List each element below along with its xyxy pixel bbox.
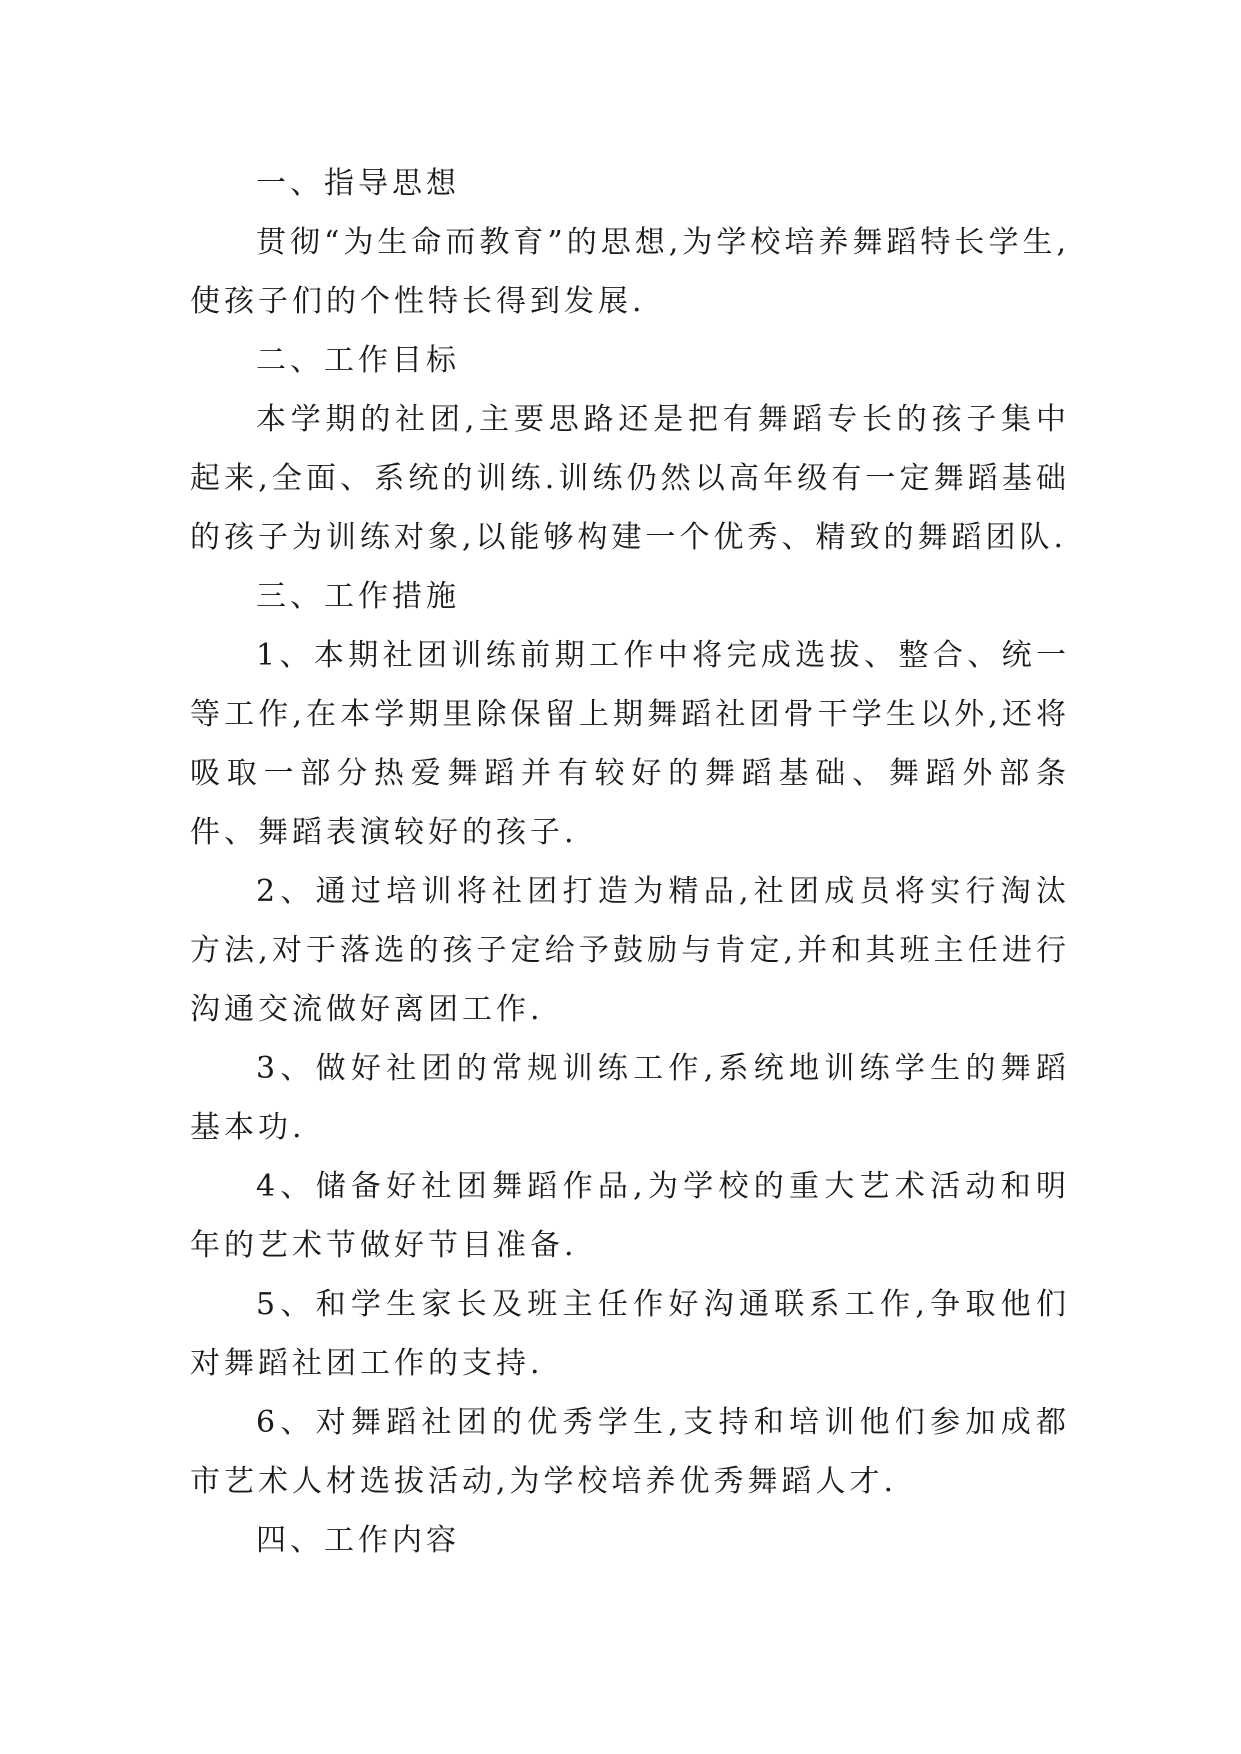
paragraph-measure-1: 1、本期社团训练前期工作中将完成选拔、整合、统一等工作,在本学期里除保留上期舞蹈社团骨干学生以外,还将吸取一部分热爱舞蹈并有较好的舞蹈基础、舞蹈外部条件、舞蹈表演较好的孩子. bbox=[190, 638, 1070, 850]
document-body bbox=[190, 154, 1070, 1570]
section-heading-work-content: 四、工作内容 bbox=[256, 1523, 460, 1558]
paragraph-measure-5: 5、和学生家长及班主任作好沟通联系工作,争取他们对舞蹈社团工作的支持. bbox=[190, 1287, 1070, 1381]
paragraph-measure-6: 6、对舞蹈社团的优秀学生,支持和培训他们参加成都市艺术人材选拔活动,为学校培养优秀舞蹈人才. bbox=[190, 1405, 1070, 1499]
section-heading-work-measures: 三、工作措施 bbox=[256, 579, 460, 614]
paragraph-measure-2: 2、通过培训将社团打造为精品,社团成员将实行淘汰方法,对于落选的孩子定给予鼓励与肯定,并和其班主任进行沟通交流做好离团工作. bbox=[190, 874, 1070, 1027]
paragraph-work-goals: 本学期的社团,主要思路还是把有舞蹈专长的孩子集中起来,全面、系统的训练.训练仍然以高年级有一定舞蹈基础的孩子为训练对象,以能够构建一个优秀、精致的舞蹈团队. bbox=[190, 402, 1070, 555]
section-heading-guiding-ideology: 一、指导思想 bbox=[256, 166, 460, 201]
section-heading-work-goals: 二、工作目标 bbox=[256, 343, 460, 378]
paragraph-measure-3: 3、做好社团的常规训练工作,系统地训练学生的舞蹈基本功. bbox=[190, 1051, 1070, 1145]
paragraph-measure-4: 4、储备好社团舞蹈作品,为学校的重大艺术活动和明年的艺术节做好节目准备. bbox=[190, 1169, 1070, 1263]
paragraph-guiding-ideology: 贯彻“为生命而教育”的思想,为学校培养舞蹈特长学生,使孩子们的个性特长得到发展. bbox=[190, 225, 1070, 319]
